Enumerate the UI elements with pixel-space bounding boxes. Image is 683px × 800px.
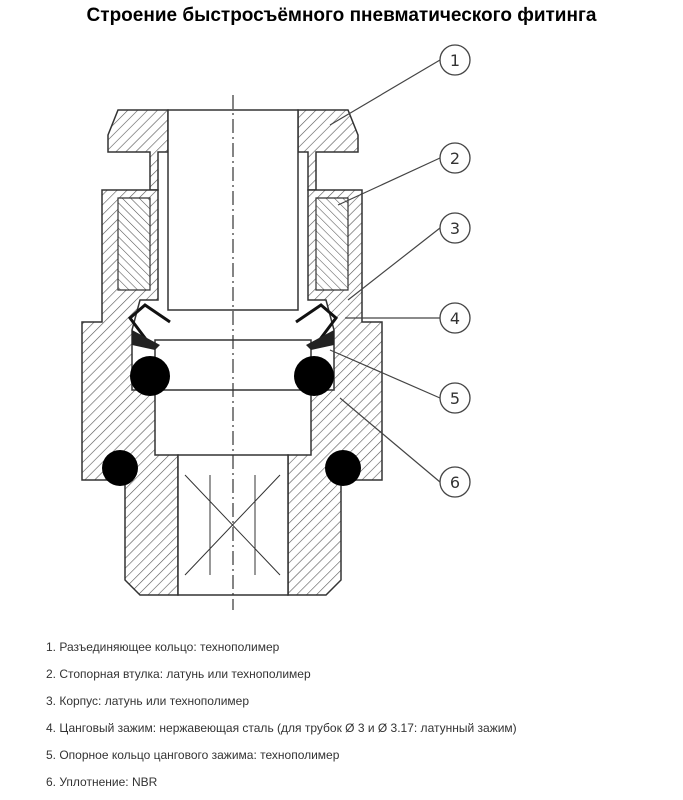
callout-6	[440, 467, 470, 497]
svg-text:5: 5	[449, 389, 461, 408]
page-title: Строение быстросъёмного пневматического фитинга	[86, 5, 597, 26]
callout-2	[440, 143, 470, 173]
callouts	[440, 45, 470, 497]
svg-text:4: 4	[449, 309, 461, 328]
legend-item: 6. Уплотнение: NBR	[46, 775, 158, 789]
svg-text:3: 3	[449, 219, 461, 238]
callout-3	[440, 213, 470, 243]
callout-5	[440, 383, 470, 413]
fitting-cross-section-diagram	[0, 36, 683, 616]
legend-item: 1. Разъединяющее кольцо: технополимер	[46, 640, 280, 654]
svg-text:1: 1	[449, 51, 461, 70]
parts-legend	[46, 634, 517, 796]
callout-1	[440, 45, 470, 75]
callout-4	[440, 303, 470, 333]
legend-item: 2. Стопорная втулка: латунь или технополимер	[46, 667, 311, 681]
legend-item: 3. Корпус: латунь или технополимер	[46, 694, 249, 708]
legend-item: 4. Цанговый зажим: нержавеющая сталь (для трубок Ø 3 и Ø 3.17: латунный зажим)	[46, 721, 517, 735]
svg-text:6: 6	[449, 473, 461, 492]
legend-item: 5. Опорное кольцо цангового зажима: технополимер	[46, 748, 340, 762]
svg-text:2: 2	[449, 149, 461, 168]
